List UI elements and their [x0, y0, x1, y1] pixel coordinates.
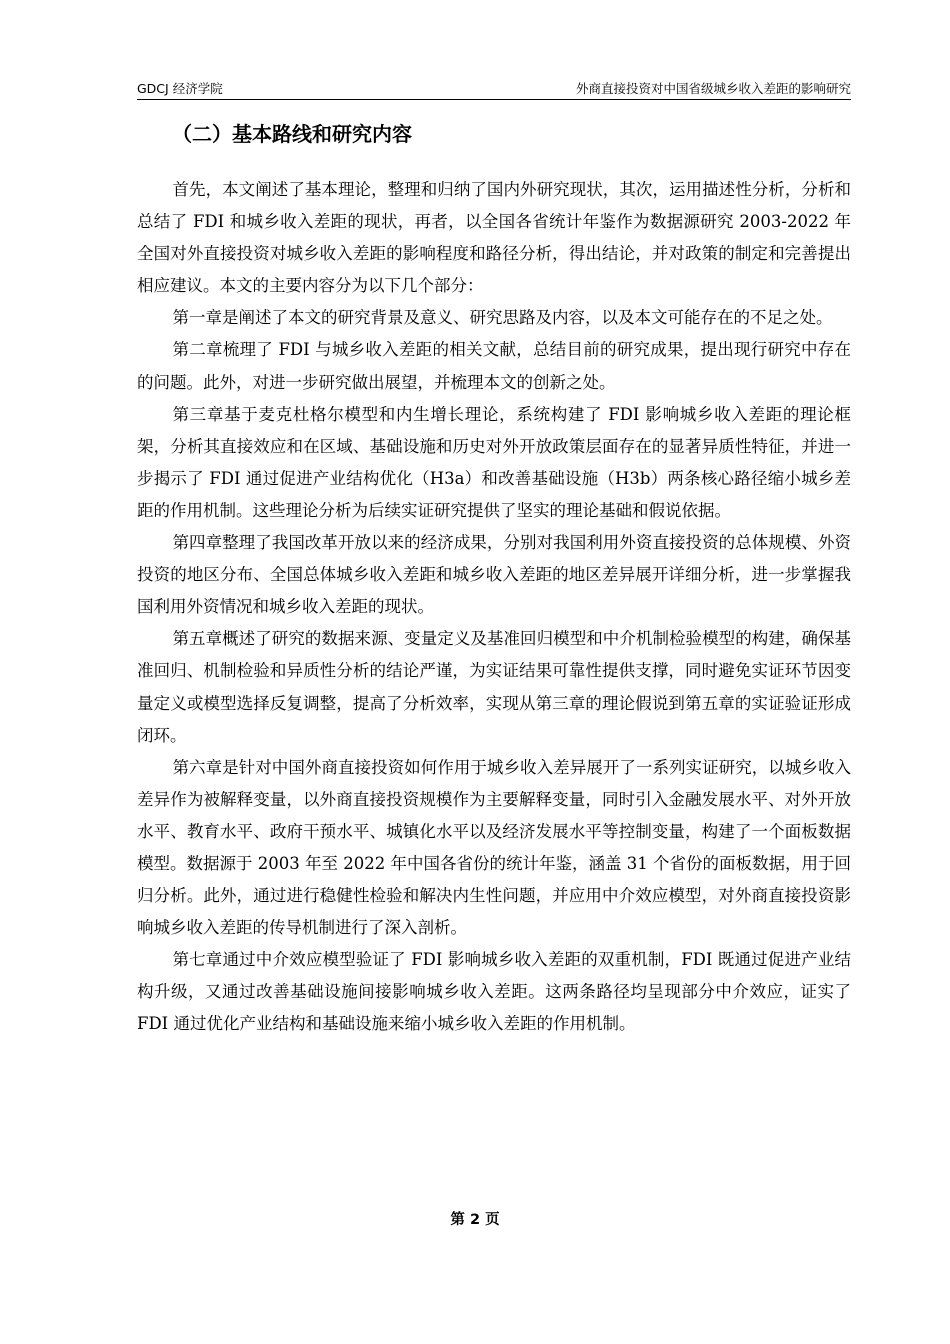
- paragraph-chapter-3: 第三章基于麦克杜格尔模型和内生增长理论，系统构建了 FDI 影响城乡收入差距的理论框架，分析其直接效应和在区域、基础设施和历史对外开放政策层面存在的显著异质性特征，并进一步揭示了 FDI 通过促进产业结构优化（H3a）和改善基础设施（H3b）两条核心路径缩小城乡差距的作用机制。这些理论分析为后续实证研究提供了坚实的理论基础和假说依据。: [137, 404, 851, 520]
- header-thesis-title: 外商直接投资对中国省级城乡收入差距的影响研究: [575, 81, 851, 96]
- header-divider: [137, 99, 851, 100]
- paragraph-chapter-5: 第五章概述了研究的数据来源、变量定义及基准回归模型和中介机制检验模型的构建，确保基准回归、机制检验和异质性分析的结论严谨，为实证结果可靠性提供支撑，同时避免实证环节因变量定义或模型选择反复调整，提高了分析效率，实现从第三章的理论假说到第五章的实证验证形成闭环。: [137, 629, 851, 745]
- paragraph-chapter-2: 第二章梳理了 FDI 与城乡收入差距的相关文献，总结目前的研究成果，提出现行研究中存在的问题。此外，对进一步研究做出展望，并梳理本文的创新之处。: [137, 340, 851, 392]
- body-text: [137, 174, 851, 1041]
- paragraph-chapter-4: 第四章整理了我国改革开放以来的经济成果，分别对我国利用外资直接投资的总体规模、外资投资的地区分布、全国总体城乡收入差距和城乡收入差距的地区差异展开详细分析，进一步掌握我国利用外资情况和城乡收入差距的现状。: [137, 533, 851, 617]
- paragraph-chapter-1: 第一章是阐述了本文的研究背景及意义、研究思路及内容，以及本文可能存在的不足之处。: [172, 308, 833, 328]
- section-heading: （二）基本路线和研究内容: [172, 122, 412, 146]
- header-institution: GDCJ 经济学院: [137, 81, 223, 96]
- page-number: 第 2 页: [450, 1212, 500, 1228]
- paragraph-chapter-6: 第六章是针对中国外商直接投资如何作用于城乡收入差异展开了一系列实证研究，以城乡收入差异作为被解释变量，以外商直接投资规模作为主要解释变量，同时引入金融发展水平、对外开放水平、教育水平、政府干预水平、城镇化水平以及经济发展水平等控制变量，构建了一个面板数据模型。数据源于 2003 年至 2022 年中国各省份的统计年鉴，涵盖 31 个省份的面板数据，用于回归分析。此外，通过进行稳健性检验和解决内生性问题，并应用中介效应模型，对外商直接投资影响城乡收入差距的传导机制进行了深入剖析。: [137, 757, 851, 938]
- paragraph-chapter-7: 第七章通过中介效应模型验证了 FDI 影响城乡收入差距的双重机制，FDI 既通过促进产业结构升级，又通过改善基础设施间接影响城乡收入差距。这两条路径均呈现部分中介效应，证实了 FDI 通过优化产业结构和基础设施来缩小城乡收入差距的作用机制。: [137, 950, 851, 1034]
- paragraph-intro: 首先，本文阐述了基本理论，整理和归纳了国内外研究现状，其次，运用描述性分析，分析和总结了 FDI 和城乡收入差距的现状，再者，以全国各省统计年鉴作为数据源研究 2003-2022 年全国对外直接投资对城乡收入差距的影响程度和路径分析，得出结论，并对政策的制定和完善提出相应建议。本文的主要内容分为以下几个部分：: [137, 180, 851, 296]
